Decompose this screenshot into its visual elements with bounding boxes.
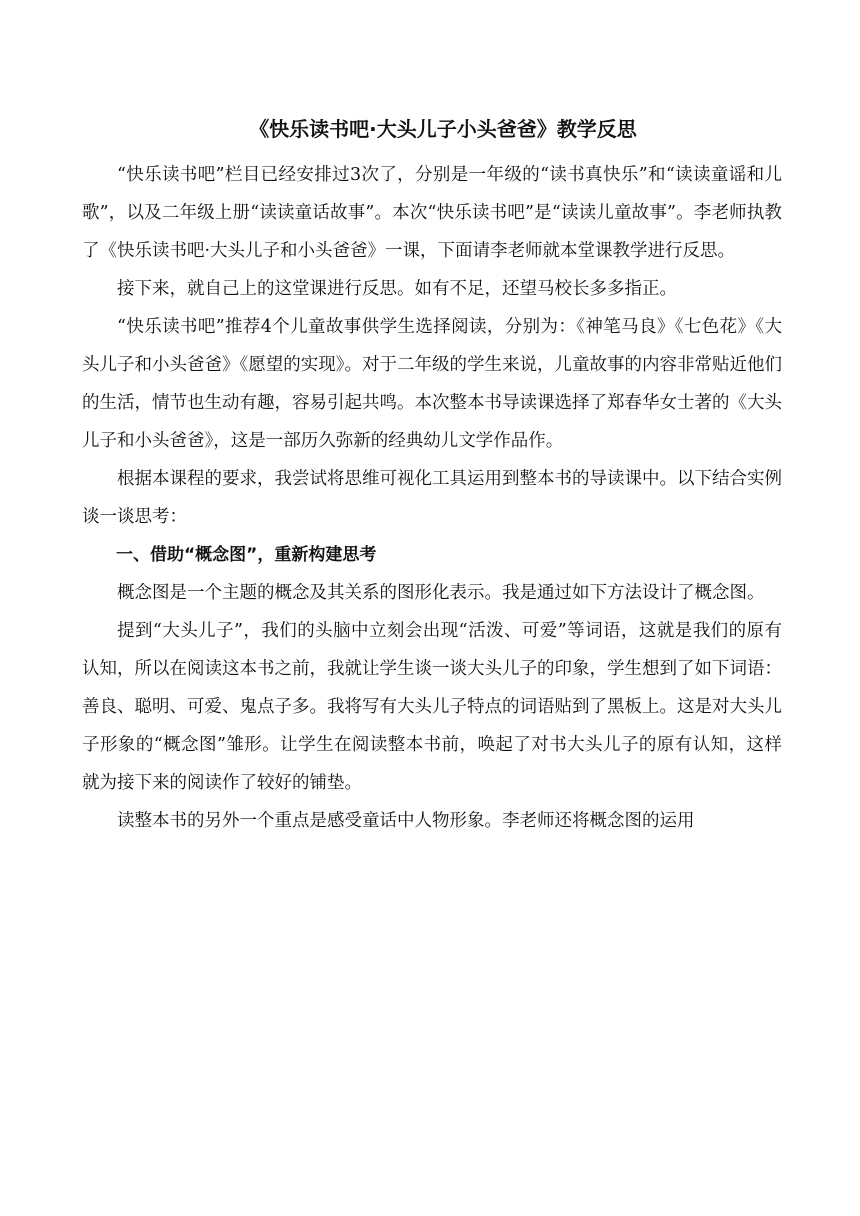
concept-map-paragraph: 概念图是一个主题的概念及其关系的图形化表示。我是通过如下方法设计了概念图。 [117, 583, 765, 603]
document-body [82, 156, 782, 840]
section-heading: 一、借助“概念图”，重新构建思考 [116, 545, 377, 565]
reflection-paragraph: 接下来，就自己上的这堂课进行反思。如有不足，还望马校长多多指正。 [117, 279, 677, 299]
document-title: 《快乐读书吧·大头儿子小头爸爸》教学反思 [249, 117, 637, 141]
intro-paragraph: “快乐读书吧”栏目已经安排过3次了，分别是一年级的“读书真快乐”和“读读童谣和儿歌”，以及二年级上册“读读童话故事”。本次“快乐读书吧”是“读读儿童故事”。李老师执教了《快乐读书吧·大头儿子和小头爸爸》一课，下面请李老师就本堂课教学进行反思。 [82, 165, 782, 261]
prior-knowledge-paragraph: 提到“大头儿子”，我们的头脑中立刻会出现“活泼、可爱”等词语，这就是我们的原有认知，所以在阅读这本书之前，我就让学生谈一谈大头儿子的印象，学生想到了如下词语：善良、聪明、可爱、鬼点子多。我将写有大头儿子特点的词语贴到了黑板上。这是对大头儿子形象的“概念图”雏形。让学生在阅读整本书前，唤起了对书大头儿子的原有认知，这样就为接下来的阅读作了较好的铺垫。 [82, 621, 782, 793]
book-recommendation-paragraph: “快乐读书吧”推荐4个儿童故事供学生选择阅读，分别为：《神笔马良》《七色花》《大头儿子和小头爸爸》《愿望的实现》。对于二年级的学生来说，儿童故事的内容非常贴近他们的生活，情节也生动有趣，容易引起共鸣。本次整本书导读课选择了郑春华女士著的《大头儿子和小头爸爸》，这是一部历久弥新的经典幼儿文学作品作。 [82, 317, 782, 451]
character-paragraph: 读整本书的另外一个重点是感受童话中人物形象。李老师还将概念图的运用 [117, 811, 695, 831]
method-paragraph: 根据本课程的要求，我尝试将思维可视化工具运用到整本书的导读课中。以下结合实例谈一谈思考： [82, 469, 782, 527]
